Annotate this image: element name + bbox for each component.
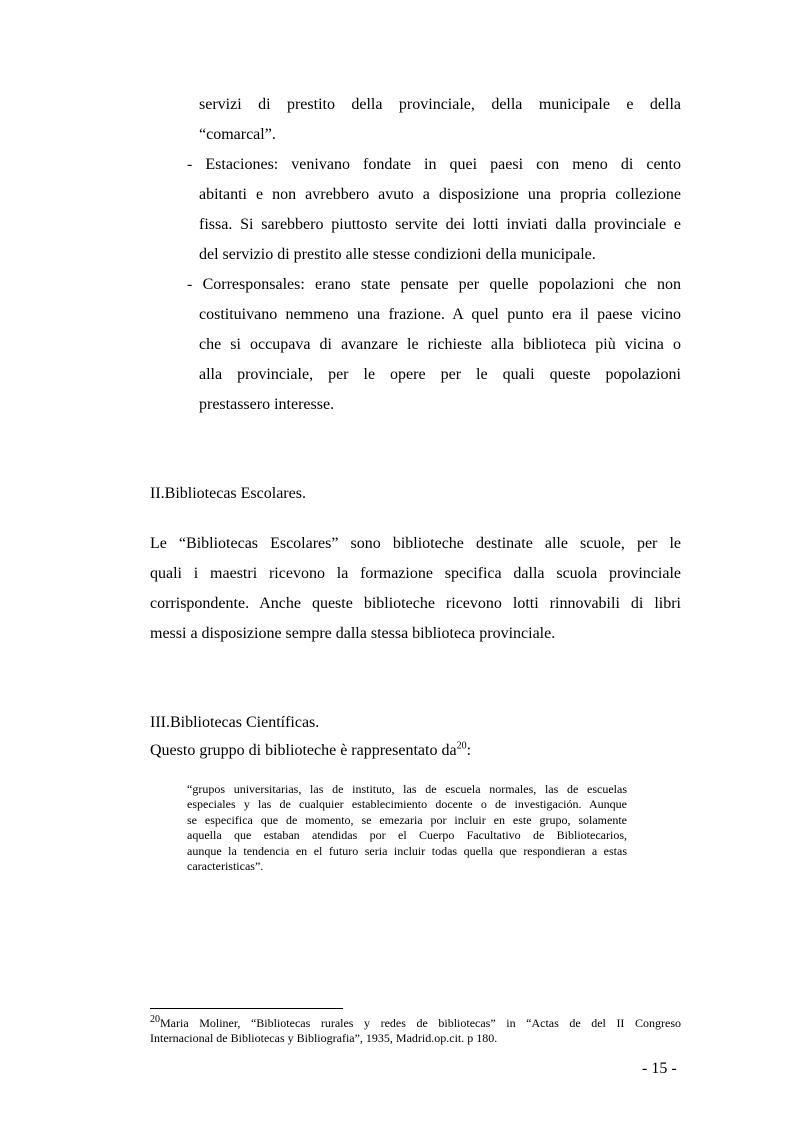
- cientificas-intro: [150, 741, 471, 761]
- section-heading-cientificas: III.Bibliotecas Científicas.: [150, 714, 320, 731]
- corresponsales-line-4: alla provinciale, per le opere per le quali queste popolazioni: [199, 366, 681, 383]
- corresponsales-line-2: costituivano nemmeno una frazione. A quel punto era il paese vicino: [199, 306, 681, 323]
- escolares-line-4: messi a disposizione sempre dalla stessa biblioteca provinciale.: [150, 625, 556, 642]
- estaciones-line-3: fissa. Si sarebbero piuttosto servite dei lotti inviati dalla provinciale e: [199, 216, 681, 233]
- footnote: [150, 1016, 681, 1046]
- footnote-separator: [150, 1008, 343, 1009]
- escolares-line-1: Le “Bibliotecas Escolares” sono biblioteche destinate alle scuole, per le: [150, 535, 681, 552]
- footnote-number: 20: [150, 1014, 160, 1025]
- estaciones-line-1: - Estaciones: venivano fondate in quei paesi con meno di cento: [187, 156, 681, 173]
- page-number: - 15 -: [642, 1060, 677, 1077]
- quote-line-6: caracteristicas”.: [187, 858, 264, 873]
- corresponsales-line-1: - Corresponsales: erano state pensate per quelle popolazioni che non: [187, 276, 681, 293]
- corresponsales-line-5: prestassero interesse.: [199, 396, 335, 413]
- escolares-line-2: quali i maestri ricevono la formazione specifica dalla scuola provinciale: [150, 565, 681, 582]
- quote-line-1: “grupos universitarias, las de instituto, las de escuela normales, las de escuelas: [187, 782, 627, 796]
- quote-line-5: aunque la tendencia en el futuro seria incluir todas quella que respondieran a estas: [187, 843, 627, 858]
- corresponsales-line-3: che si occupava di avanzare le richieste alla biblioteca più vicina o: [199, 336, 681, 353]
- estaciones-line-2: abitanti e non avrebbero avuto a disposizione una propria collezione: [199, 186, 681, 203]
- quote-line-4: aquella que estaban atendidas por el Cuerpo Facultativo de Bibliotecarios,: [187, 828, 627, 843]
- estaciones-line-4: del servizio di prestito alle stesse condizioni della municipale.: [199, 246, 596, 263]
- escolares-line-3: corrispondente. Anche queste biblioteche ricevono lotti rinnovabili di libri: [150, 595, 681, 612]
- block-quote: [187, 782, 627, 874]
- list-continuation-line-2: “comarcal”.: [199, 126, 276, 143]
- quote-line-2: especiales y las de cualquier establecimiento docente o de investigación. Aunque: [187, 797, 627, 812]
- list-continuation-line-1: servizi di prestito della provinciale, della municipale e della: [199, 96, 681, 113]
- quote-line-3: se especifica que de momento, se emezaria por incluir en este grupo, solamente: [187, 812, 627, 827]
- footnote-line-1: [150, 1016, 681, 1031]
- footnote-text-1: Maria Moliner, “Bibliotecas rurales y redes de bibliotecas” in “Actas de del II Congreso: [160, 1016, 681, 1030]
- section-heading-escolares: II.Bibliotecas Escolares.: [150, 485, 306, 502]
- cientificas-intro-colon: :: [466, 742, 472, 759]
- cientificas-intro-text: Questo gruppo di biblioteche è rappresentato da: [150, 742, 457, 759]
- footnote-reference[interactable]: 20: [456, 740, 467, 752]
- footnote-line-2: Internacional de Bibliotecas y Bibliografia”, 1935, Madrid.op.cit. p 180.: [150, 1031, 498, 1045]
